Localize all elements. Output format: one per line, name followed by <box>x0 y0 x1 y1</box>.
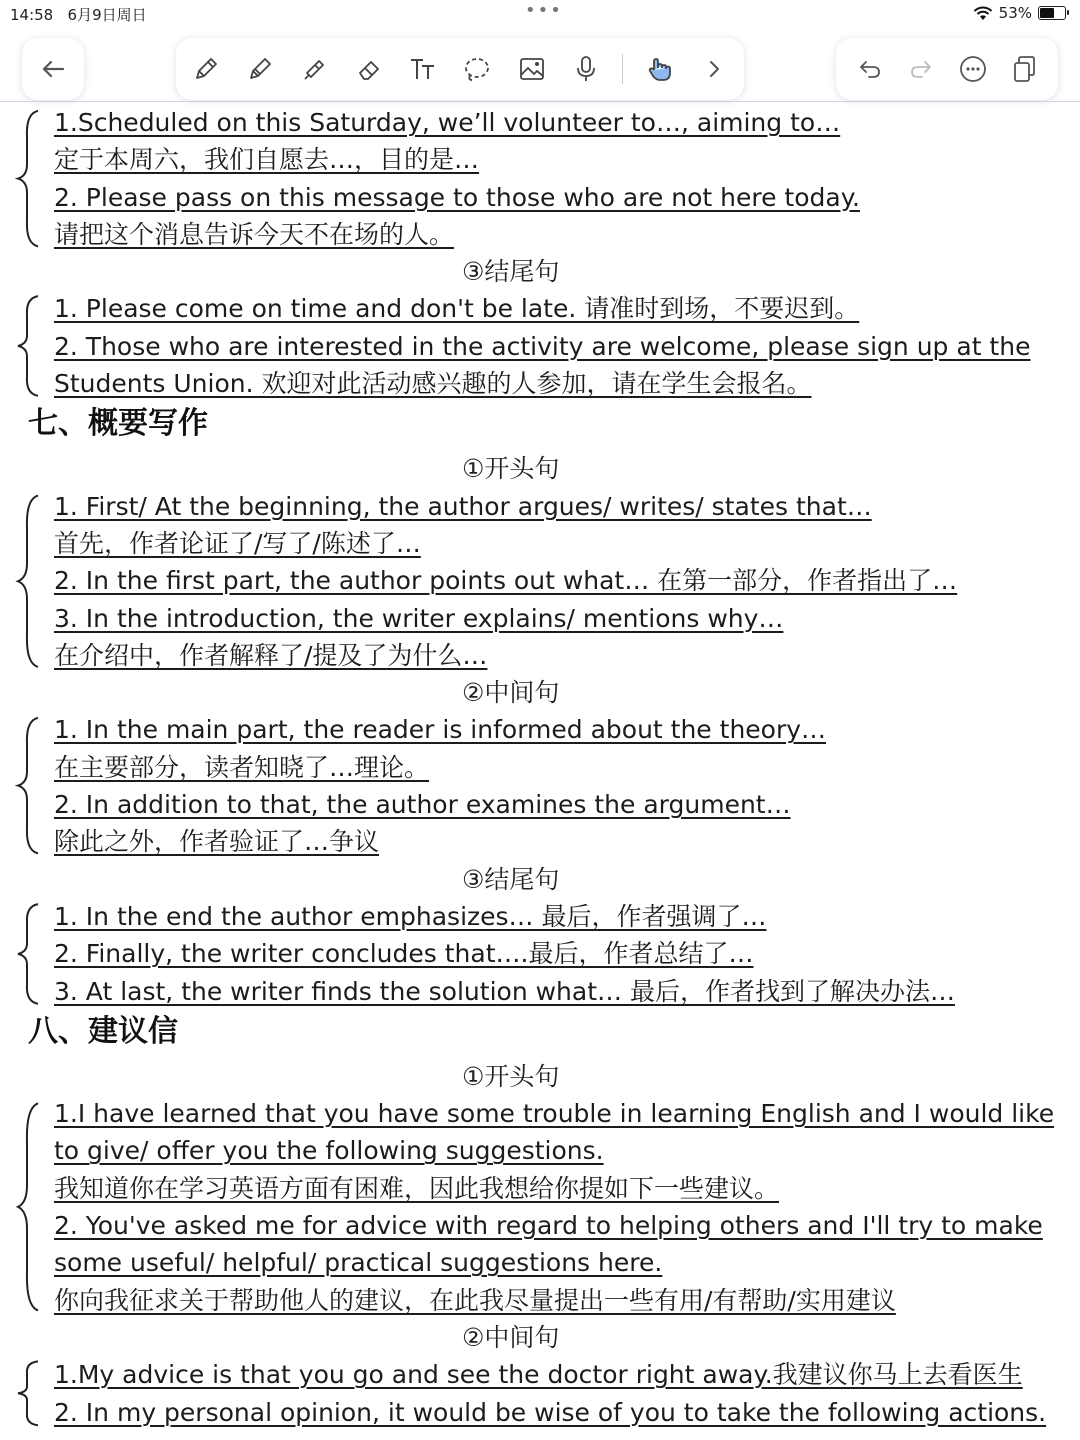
pen-icon[interactable] <box>188 51 224 87</box>
note-line: 1.My advice is that you go and see the doctor right away.我建议你马上去看医生 <box>54 1360 1023 1390</box>
summary-opening-group <box>0 488 1080 674</box>
notice-end-group <box>0 290 1080 402</box>
pages-icon[interactable] <box>1006 51 1042 87</box>
undo-icon[interactable] <box>852 51 888 87</box>
highlighter-icon[interactable] <box>297 51 333 87</box>
eraser-icon[interactable] <box>351 51 387 87</box>
redo-icon[interactable] <box>903 51 939 87</box>
toolbar <box>0 38 1080 102</box>
note-line: 定于本周六，我们自愿去…，目的是… <box>54 145 480 175</box>
note-line: 2. In my personal opinion, it would be wise of you to take the following actions. <box>54 1397 1047 1427</box>
more-icon[interactable] <box>955 51 991 87</box>
note-line: 在介绍中，作者解释了/提及了为什么… <box>54 640 488 670</box>
note-line: 2. Those who are interested in the activity are welcome, please sign up at the <box>54 331 1031 361</box>
brace-icon <box>14 492 42 670</box>
subheading-ending: ③结尾句 <box>462 257 560 287</box>
brace-icon <box>14 715 42 856</box>
toolbar-divider-line <box>0 101 1080 102</box>
brace-icon <box>14 902 42 1006</box>
microphone-icon[interactable] <box>568 51 604 87</box>
drawing-tools <box>176 38 744 100</box>
note-line: 你向我征求关于帮助他人的建议，在此我尽量提出一些有用/有帮助/实用建议 <box>54 1285 896 1315</box>
note-line: 2. In addition to that, the author examines the argument… <box>54 790 791 820</box>
back-arrow-icon[interactable] <box>38 54 68 84</box>
brace-icon <box>14 1099 42 1315</box>
note-line: 1. In the main part, the reader is informed about the theory… <box>54 715 827 745</box>
note-line: some useful/ helpful/ practical suggestions here. <box>54 1248 663 1278</box>
note-line: to give/ offer you the following suggestions. <box>54 1136 604 1166</box>
image-icon[interactable] <box>514 51 550 87</box>
brace-icon <box>14 294 42 398</box>
section-title-advice-letter: 八、建议信 <box>28 1013 178 1049</box>
note-line: 3. In the introduction, the writer explains/ mentions why… <box>54 603 784 633</box>
multitask-dots[interactable]: ••• <box>525 0 563 21</box>
advice-middle-group <box>0 1356 1080 1431</box>
note-line: 在主要部分，读者知晓了…理论。 <box>54 752 430 782</box>
section-title-summary-writing: 七、概要写作 <box>28 406 208 442</box>
brace-icon <box>14 108 42 249</box>
subheading-middle: ②中间句 <box>462 1322 560 1352</box>
pencil-icon[interactable] <box>242 51 278 87</box>
status-bar <box>0 0 1080 28</box>
note-line: 3. At last, the writer finds the solution what… 最后，作者找到了解决办法… <box>54 976 955 1006</box>
lasso-icon[interactable] <box>459 51 495 87</box>
document-actions <box>836 38 1058 100</box>
subheading-middle: ②中间句 <box>462 678 560 708</box>
note-line: 1. In the end the author emphasizes… 最后，作者强调了… <box>54 901 767 931</box>
subheading-opening: ①开头句 <box>462 454 560 484</box>
battery-percent: 53% <box>998 4 1032 22</box>
hand-touch-icon[interactable] <box>642 51 678 87</box>
wifi-icon <box>973 6 993 21</box>
note-line: 2. Finally, the writer concludes that….最后，作者总结了… <box>54 939 754 969</box>
brace-icon <box>14 1360 42 1427</box>
notice-body-group <box>0 104 1080 253</box>
note-line: 2. You've asked me for advice with regard to helping others and I'll try to make <box>54 1211 1043 1241</box>
note-page[interactable] <box>0 104 1080 1431</box>
note-line: 2. Please pass on this message to those who are not here today. <box>54 182 860 212</box>
note-line: 2. In the first part, the author points out what… 在第一部分，作者指出了… <box>54 566 958 596</box>
advice-opening-group <box>0 1095 1080 1319</box>
note-line: 1.I have learned that you have some trouble in learning English and I would like <box>54 1099 1055 1129</box>
note-line: 1. First/ At the beginning, the author argues/ writes/ states that… <box>54 491 872 521</box>
note-line: 1. Please come on time and don't be late. 请准时到场，不要迟到。 <box>54 294 860 324</box>
subheading-ending: ③结尾句 <box>462 864 560 894</box>
status-right <box>973 4 1066 22</box>
toolbar-divider <box>622 54 623 84</box>
note-line: 我知道你在学习英语方面有困难，因此我想给你提如下一些建议。 <box>54 1173 780 1203</box>
note-line: 1.Scheduled on this Saturday, we’ll volunteer to…, aiming to… <box>54 108 841 137</box>
status-time: 14:58 6月9日周日 <box>10 6 147 24</box>
back-button[interactable] <box>22 38 84 100</box>
summary-middle-group <box>0 711 1080 860</box>
note-line: 请把这个消息告诉今天不在场的人。 <box>54 219 455 249</box>
battery-icon <box>1038 6 1066 20</box>
note-line: 首先，作者论证了/写了/陈述了… <box>54 528 421 558</box>
status-date: 6月9日周日 <box>67 6 147 24</box>
chevron-right-icon[interactable] <box>696 51 732 87</box>
subheading-opening: ①开头句 <box>462 1061 560 1091</box>
text-tool-icon[interactable] <box>405 51 441 87</box>
note-line: 除此之外，作者验证了…争议 <box>54 827 380 857</box>
note-line: Students Union. 欢迎对此活动感兴趣的人参加，请在学生会报名。 <box>54 369 812 399</box>
summary-ending-group <box>0 898 1080 1010</box>
